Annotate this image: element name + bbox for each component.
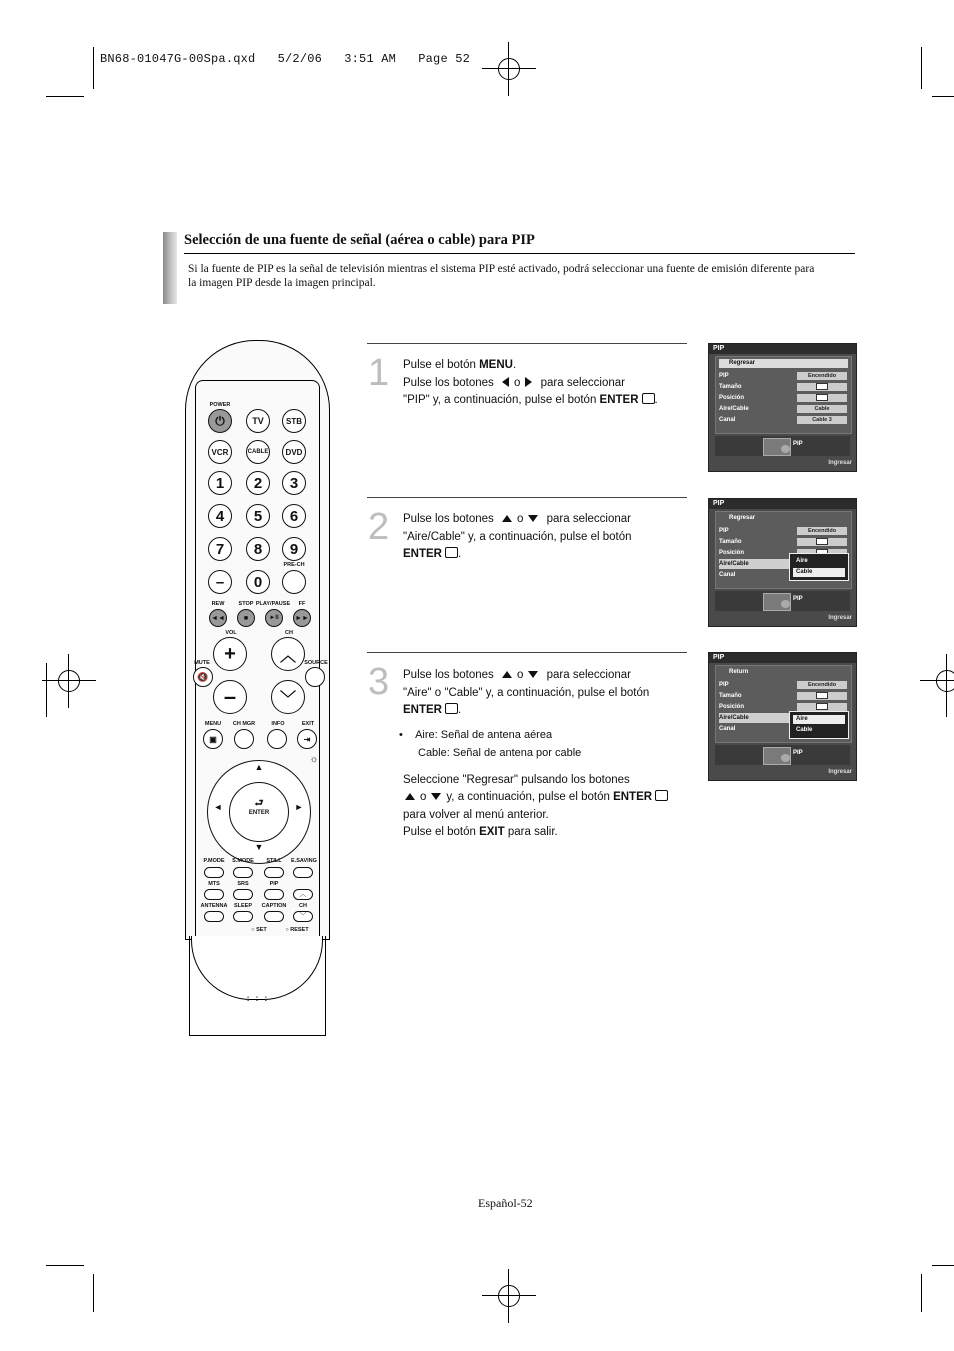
ch-mgr-button[interactable] xyxy=(234,729,254,749)
osd-hint: Ingresar xyxy=(828,769,852,775)
ch-label: CH xyxy=(285,630,293,636)
pip-button[interactable] xyxy=(264,889,284,900)
osd-hint: Ingresar xyxy=(828,460,852,466)
menu-label: MENU xyxy=(204,721,222,727)
up-arrow-icon xyxy=(502,515,512,522)
section-rule xyxy=(184,253,855,254)
osd-popup-item-selected: Cable xyxy=(793,568,845,577)
srs-button[interactable] xyxy=(233,889,253,900)
power-button[interactable]: ⏻ xyxy=(208,409,232,433)
smode-button[interactable] xyxy=(233,867,253,878)
crop-mark xyxy=(93,1274,94,1312)
enter-label: ENTER xyxy=(248,810,270,816)
osd-row: Tamaño xyxy=(719,382,848,392)
digit-8-button[interactable]: 8 xyxy=(246,537,270,561)
left-arrow-icon xyxy=(502,377,509,387)
mts-label: MTS xyxy=(208,881,220,887)
size-icon xyxy=(816,538,828,545)
osd-row-selected: Aire/Cable xyxy=(719,713,848,723)
vcr-button[interactable]: VCR xyxy=(208,440,232,464)
down-arrow-icon xyxy=(431,793,441,800)
smode-label: S.MODE xyxy=(232,858,254,864)
nav-left-button[interactable]: ◄ xyxy=(213,802,223,812)
exit-label: EXIT xyxy=(301,721,315,727)
osd-row: Canal Cable 3 xyxy=(719,415,848,425)
crop-mark xyxy=(932,96,954,97)
position-icon xyxy=(816,394,828,401)
osd-popup-item: Aire xyxy=(796,558,808,564)
mts-button[interactable] xyxy=(204,889,224,900)
crop-mark xyxy=(46,1265,84,1266)
tv-button[interactable]: TV xyxy=(246,409,270,433)
source-label: SOURCE xyxy=(304,660,328,666)
rewind-button[interactable]: ◄◄ xyxy=(209,609,227,627)
size-icon xyxy=(816,692,828,699)
digit-1-button[interactable]: 1 xyxy=(208,471,232,495)
osd-row: Tamaño xyxy=(719,537,848,547)
osd-row: Aire/Cable Cable xyxy=(719,404,848,414)
nav-right-button[interactable]: ► xyxy=(294,802,304,812)
osd-screen-2 xyxy=(708,498,857,627)
playpause-label: PLAY/PAUSE xyxy=(255,601,291,607)
digit-2-button[interactable]: 2 xyxy=(246,471,270,495)
menu-button[interactable]: ▣ xyxy=(203,729,223,749)
osd-row: PIP Encendido xyxy=(719,526,848,536)
osd-header: PIP xyxy=(709,344,856,354)
step-2-text: Pulse los botones o para seleccionar "Aire/Cable" y, a continuación, pulse el botón ENTER . xyxy=(403,513,632,560)
rew-label: REW xyxy=(211,601,225,607)
down-arrow-icon xyxy=(528,671,538,678)
enter-icon xyxy=(445,703,458,714)
osd-back-item: Regresar xyxy=(719,359,848,368)
enter-icon xyxy=(445,547,458,558)
crop-mark xyxy=(46,96,84,97)
crop-mark xyxy=(921,1274,922,1312)
digit-5-button[interactable]: 5 xyxy=(246,504,270,528)
osd-footer-label: PIP xyxy=(793,750,803,756)
source-button[interactable] xyxy=(305,667,325,687)
step-rule xyxy=(367,497,687,498)
osd-back-item: Return xyxy=(729,669,749,675)
osd-header: PIP xyxy=(709,499,856,509)
step-3-text: Pulse los botones o para seleccionar "Aire" o "Cable" y, a continuación, pulse el botón ENTER . • Aire: Señal de antena aérea Cable: Señal de antena por cable Seleccione "Regresar" pulsando los botones o y, a continuación, pulse el botón ENTER para volver al menú anterior. Pulse el botón EXIT para salir. xyxy=(403,667,693,842)
channel-down-button[interactable]: ﹀ xyxy=(271,680,305,714)
step-number: 3 xyxy=(368,661,390,703)
registration-mark xyxy=(492,52,526,86)
step-number: 2 xyxy=(368,506,390,548)
chmgr-label: CH MGR xyxy=(232,721,256,727)
digit-6-button[interactable]: 6 xyxy=(282,504,306,528)
volume-down-button[interactable]: – xyxy=(213,680,247,714)
pip-label: PIP xyxy=(269,881,279,887)
osd-row: PIP Encendido xyxy=(719,680,848,690)
registration-mark xyxy=(930,664,954,698)
osd-row: Canal xyxy=(719,726,736,732)
play-pause-button[interactable]: ►II xyxy=(265,609,283,627)
enter-icon xyxy=(642,393,655,404)
enter-icon: ⮐ xyxy=(254,798,264,809)
crop-mark xyxy=(932,1265,954,1266)
page-number: Español-52 xyxy=(478,1196,533,1210)
right-arrow-icon xyxy=(525,377,532,387)
step-rule xyxy=(367,343,687,344)
position-icon xyxy=(816,703,828,710)
osd-hint: Ingresar xyxy=(828,615,852,621)
osd-back-item: Regresar xyxy=(729,515,756,521)
cable-button[interactable]: CABLE xyxy=(246,440,270,464)
osd-footer-label: PIP xyxy=(793,596,803,602)
section-title: Selección de una fuente de señal (aérea o cable) para PIP xyxy=(184,232,535,248)
mute-button[interactable]: 🔇 xyxy=(193,667,213,687)
osd-row: Posición xyxy=(719,393,848,403)
remote-control xyxy=(185,340,330,1036)
still-label: STILL xyxy=(266,858,282,864)
srs-label: SRS xyxy=(237,881,249,887)
file-slug: BN68-01047G-00Spa.qxd 5/2/06 3:51 AM Page 52 xyxy=(100,52,471,66)
channel-up-button[interactable]: ︿ xyxy=(271,637,305,671)
crop-mark xyxy=(46,663,47,717)
osd-menu-panel xyxy=(715,356,852,434)
light-icon: ☼ xyxy=(309,754,319,765)
pip-ch-label: CH xyxy=(299,903,307,909)
prech-button[interactable] xyxy=(282,570,306,594)
osd-header: PIP xyxy=(709,653,856,663)
osd-row: Posición xyxy=(719,702,848,712)
osd-popup-item: Cable xyxy=(796,727,813,733)
caption-label: CAPTION xyxy=(261,903,287,909)
power-label: POWER xyxy=(209,402,231,408)
osd-popup xyxy=(789,711,849,739)
step-1-text: Pulse el botón MENU. Pulse los botones o para seleccionar "PIP" y, a continuación, pulse el botón ENTER . xyxy=(403,359,658,406)
step-rule xyxy=(367,652,687,653)
digit-7-button[interactable]: 7 xyxy=(208,537,232,561)
dash-button[interactable]: – xyxy=(208,570,232,594)
pip-thumbnail-icon xyxy=(781,754,790,762)
size-icon xyxy=(816,383,828,390)
pip-thumbnail-icon xyxy=(781,600,790,608)
vol-label: VOL xyxy=(225,630,237,636)
esaving-label: E.SAVING xyxy=(291,858,317,864)
antenna-button[interactable] xyxy=(204,911,224,922)
crop-mark xyxy=(93,47,94,89)
sleep-label: SLEEP xyxy=(233,903,253,909)
exit-button[interactable]: ⇥ xyxy=(297,729,317,749)
prech-label: PRE-CH xyxy=(283,562,305,568)
reset-button[interactable]: ○ RESET xyxy=(285,927,309,933)
osd-row: Posición xyxy=(719,548,848,558)
registration-mark xyxy=(52,664,86,698)
osd-popup-item-selected: Aire xyxy=(793,715,845,724)
osd-row: PIP Encendido xyxy=(719,371,848,381)
still-button[interactable] xyxy=(264,867,284,878)
registration-mark xyxy=(492,1279,526,1313)
up-arrow-icon xyxy=(502,671,512,678)
ff-label: FF xyxy=(298,601,306,607)
pip-thumbnail-icon xyxy=(781,445,790,453)
volume-up-button[interactable]: + xyxy=(213,637,247,671)
pip-ch-up-button[interactable]: ︿ xyxy=(293,889,313,900)
nav-down-button[interactable]: ▼ xyxy=(254,842,264,852)
osd-row: Tamaño xyxy=(719,691,848,701)
sleep-button[interactable] xyxy=(233,911,253,922)
set-button[interactable]: ○ SET xyxy=(251,927,267,933)
step-number: 1 xyxy=(368,352,390,394)
digit-0-button[interactable]: 0 xyxy=(246,570,270,594)
pip-ch-down-button[interactable]: ﹀ xyxy=(293,911,313,922)
digit-9-button[interactable]: 9 xyxy=(282,537,306,561)
fast-forward-button[interactable]: ►► xyxy=(293,609,311,627)
up-arrow-icon xyxy=(405,793,415,800)
osd-screen-1 xyxy=(708,343,857,472)
stop-button[interactable]: ■ xyxy=(237,609,255,627)
ir-dots: : : : xyxy=(246,994,270,1003)
section-bar xyxy=(163,232,177,304)
stop-label: STOP xyxy=(238,601,254,607)
digit-4-button[interactable]: 4 xyxy=(208,504,232,528)
info-label: INFO xyxy=(271,721,285,727)
stb-button[interactable]: STB xyxy=(282,409,306,433)
pmode-label: P.MODE xyxy=(203,858,225,864)
esaving-button[interactable] xyxy=(293,867,313,878)
osd-footer-label: PIP xyxy=(793,441,803,447)
info-button[interactable] xyxy=(267,729,287,749)
osd-row: Canal xyxy=(719,572,736,578)
crop-mark xyxy=(921,47,922,89)
bullet-item: Cable: Señal de antena por cable xyxy=(418,746,582,759)
dvd-button[interactable]: DVD xyxy=(282,440,306,464)
digit-3-button[interactable]: 3 xyxy=(282,471,306,495)
osd-popup xyxy=(789,553,849,581)
caption-button[interactable] xyxy=(264,911,284,922)
section-intro: Si la fuente de PIP es la señal de televisión mientras el sistema PIP esté activado, podrá seleccionar una fuente de emisión diferente para la imagen PIP desde la imagen principal. xyxy=(188,263,815,289)
bullet-item: • Aire: Señal de antena aérea xyxy=(399,728,553,741)
osd-row-selected: Aire/Cable xyxy=(719,559,848,569)
mute-label: MUTE xyxy=(194,660,210,666)
nav-up-button[interactable]: ▲ xyxy=(254,762,264,772)
pmode-button[interactable] xyxy=(204,867,224,878)
osd-screen-3 xyxy=(708,652,857,781)
enter-icon xyxy=(655,790,668,801)
antenna-label: ANTENNA xyxy=(200,903,228,909)
down-arrow-icon xyxy=(528,515,538,522)
